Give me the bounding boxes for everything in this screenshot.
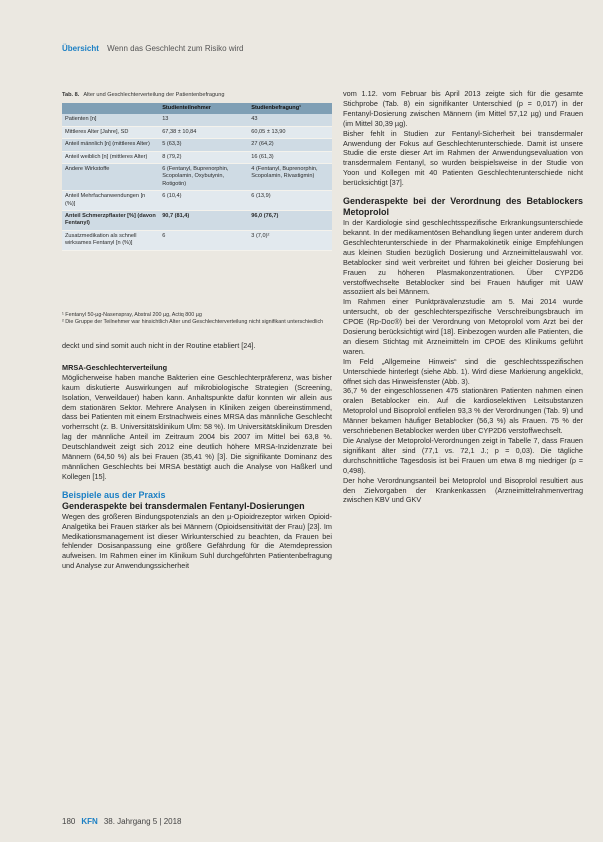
table-cell: 4 (Fentanyl, Buprenorphin, Scopolamin, Rivastigmin) xyxy=(248,164,332,191)
table-caption-label: Tab. 8. xyxy=(62,92,80,98)
table-row xyxy=(62,126,332,138)
running-header xyxy=(62,44,244,53)
paragraph: Möglicherweise haben manche Bakterien eine Geschlechterpräferenz, was bisher kaum diskutierte Auswirkungen auf mikrobiologische Strategien (Screening, Isolation, Verweildauer) haben kann. Anhaltspunkte dafür konnten wir allein aus dem stationären Sektor. Mehrere Analysen in Kliniken zeigen übereinstimmend, dass bei Patienten mit einem Erstnachweis eines MRSA das männliche Geschlecht vorherrscht (z. B. Universitätsklinikum Ulm: 58 %). Im Universitätsklinikum Dresden lag der männliche Anteil im Zeitraum 2004 bis 2007 im Mittel bei 63,8 %. Deutschlandweit zeigt sich 2012 eine deutlich höhere MRSA-Inzidenzrate bei Männern (64,50 %) als bei Frauen (35,41 %) [3]. Die signifikante Dominanz des männlichen Geschlechts bei MRSA bestätigt auch die Analyse von Haßkerl und Kollegen [15]. xyxy=(62,372,332,481)
table-header-cell xyxy=(62,103,159,114)
table-cell: Mittleres Alter [Jahre], SD xyxy=(62,126,159,138)
table-cell: Patienten [n] xyxy=(62,114,159,126)
table-cell: 6 xyxy=(159,230,248,250)
table-cell: Anteil männlich [n] (mittleres Alter) xyxy=(62,139,159,151)
paragraph: Der hohe Verordnungsanteil bei Metoprolol und Bisoprolol resultiert aus den Zielvorgaben der Krankenkassen (Arzneimittelrahmenvertrag zwischen KBV und GKV xyxy=(343,475,583,505)
table-header-cell: Studienbefragung¹ xyxy=(248,103,332,114)
footnote: ² Die Gruppe der Teilnehmer war hinsichtlich Alter und Geschlechterverteilung nicht signifikant unterschiedlich xyxy=(62,319,324,326)
table-row xyxy=(62,164,332,191)
paragraph: vom 1.12. vom Februar bis April 2013 zeigte sich für die gesamte Stichprobe (Tab. 8) ein signifikanter Unterschied (p = 0,017) in der Fentanyl-Dosierung zwischen Männern (im Mittel 57,12 µg) und Frauen (im Mittel 30,39 µg). xyxy=(343,89,583,128)
table-cell: 13 xyxy=(159,114,248,126)
table-row xyxy=(62,211,332,231)
table-cell: 96,0 (76,7) xyxy=(248,211,332,231)
table-cell: 90,7 (81,4) xyxy=(159,211,248,231)
table-caption xyxy=(62,92,332,98)
table-body xyxy=(62,114,332,250)
table-cell: 67,38 ± 10,84 xyxy=(159,126,248,138)
section-heading-praxis: Beispiele aus der Praxis xyxy=(62,489,166,500)
table-cell: 43 xyxy=(248,114,332,126)
table-cell: 6 (10,4) xyxy=(159,191,248,211)
table-row xyxy=(62,114,332,126)
subheading-fentanyl: Genderaspekte bei transdermalen Fentanyl-Dosierungen xyxy=(62,500,305,511)
page-footer xyxy=(62,817,182,826)
table-cell: 8 (79,2) xyxy=(159,151,248,163)
table-cell: Anteil weiblich [n] (mittleres Alter) xyxy=(62,151,159,163)
table-cell: Anteil Mehrfachanwendungen [n (%)] xyxy=(62,191,159,211)
table-cell: 6 (13,9) xyxy=(248,191,332,211)
paragraph: deckt und sind somit auch nicht in der Routine etabliert [24]. xyxy=(62,341,256,350)
left-column xyxy=(62,341,332,571)
paragraph: Im Rahmen einer Punktprävalenzstudie am 5. Mai 2014 wurde untersucht, ob der geschlechterspezifische Verschreibungsbrauch im CPOE (Rp-Doc®) bei der Verordnung von Metoprolol vom Arzt bei der Dosierung berücksichtigt wird [18]. Einbezogen wurden alle Patienten, die an diesem Stichtag mit Arzneimitteln im CPOE des Klinikums geführt waren. xyxy=(343,297,583,356)
table-row xyxy=(62,191,332,211)
right-column xyxy=(343,89,583,505)
paragraph: Wegen des größeren Bindungspotenzials an den µ-Opioidrezeptor wirken Opioid-Analgetika bei Frauen stärker als bei Männern (Opioidsensitivität der Frau) [23]. Im Medikationsmanagement ist dieser Wirkunterschied zu beachten, da Frauen bei fehlender Dosisanpassung eine größere Gefährdung für die Atemdepression aufweisen. Im Rahmen einer im Klinikum Suhl durchgeführten Patientenbefragung und Analyse zur Anwendungssicherheit xyxy=(62,511,332,571)
paragraph: 36,7 % der eingeschlossenen 475 stationären Patienten nahmen einen oralen Betablocker ein. Auf die kardioselektiven Leitsubstanzen Metoprolol und Bisoprolol entfielen 93,3 % der Verordnungen (Tab. 9) und Männer bekamen häufiger Betablocker (56,3 %) als Frauen. 75 % der verschriebenen Betablocker werden über CYP2D6 verstoffwechselt. xyxy=(343,386,583,436)
table-cell: 27 (64,2) xyxy=(248,139,332,151)
journal-issue: 38. Jahrgang 5 | 2018 xyxy=(103,817,182,826)
paragraph: Im Feld „Allgemeine Hinweis“ sind die geschlechtsspezifischen Unterschiede hinterlegt (siehe Abb. 1). Wird diese Markierung angeklickt, öffnet sich das Hinweisfenster (Abb. 3). xyxy=(343,356,583,386)
paragraph: Bisher fehlt in Studien zur Fentanyl-Sicherheit bei transdermaler Anwendung der Fokus auf Geschlechterunterschiede. Damit ist unsere Studie die erste dieser Art im Rahmen der Anwendungsevaluation von transdermalem Fentanyl, so wurden beispielsweise in der Studie von Yoon und Kollegen mit 40 Patienten Geschlechterunterschiede nicht berücksichtigt [37]. xyxy=(343,128,583,188)
journal-name: KFN xyxy=(81,817,98,826)
table-cell: Zusatzmedikation als schnell wirksames Fentanyl [n (%)] xyxy=(62,230,159,250)
header-subtitle: Wenn das Geschlecht zum Risiko wird xyxy=(107,44,244,53)
subheading-betablocker: Genderaspekte bei der Verordnung des Betablockers Metoprolol xyxy=(343,196,583,218)
table-cell: 16 (61,3) xyxy=(248,151,332,163)
data-table xyxy=(62,103,332,251)
table-cell: Anteil Schmerzpflaster [%] (davon Fentanyl) xyxy=(62,211,159,231)
page-number: 180 xyxy=(62,817,76,826)
table-row xyxy=(62,139,332,151)
table-header-row xyxy=(62,103,332,114)
paragraph: Die Analyse der Metoprolol-Verordnungen zeigt in Tabelle 7, dass Frauen signifikant älter sind (77,1 vs. 72,1 J.; p = 0,03). Die tägliche durchschnittliche Tagesdosis ist bei Frauen um etwa 8 mg niedriger (p = 0,498). xyxy=(343,436,583,475)
table-footnotes xyxy=(62,312,332,327)
table-cell: 3 (7,0)² xyxy=(248,230,332,250)
table-header-cell: Studienteilnehmer xyxy=(159,103,248,114)
table-cell: Andere Wirkstoffe xyxy=(62,164,159,191)
table-row xyxy=(62,151,332,163)
paragraph: In der Kardiologie sind geschlechtsspezifische Erkrankungsunterschiede bekannt. In der medikamentösen Behandlung liegen unter anderem durch Geschlechterunterschiede in der Pharmakokinetik einige Empfehlungen aus kleinen Studien bezüglich Dosierung und Arzneimittelauswahl vor. Betablocker sind weit verbreitet und führen bei gleicher Dosierung bei Frauen zu höheren Plasmakonzentrationen. Über CYP2D6 verstoffwechselte Betablocker sind bei Frauen häufiger mit UAW assoziiert als bei Männern. xyxy=(343,218,583,297)
section-heading-mrsa: MRSA-Geschlechterverteilung xyxy=(62,362,168,372)
table-caption-text: Alter und Geschlechterverteilung der Patientenbefragung xyxy=(83,92,225,98)
table-cell: 60,05 ± 13,90 xyxy=(248,126,332,138)
table-cell: 5 (63,3) xyxy=(159,139,248,151)
section-tag: Übersicht xyxy=(62,44,99,53)
table-cell: 6 (Fentanyl, Buprenorphin, Scopolamin, Oxybutynin, Rotigotin) xyxy=(159,164,248,191)
table-row xyxy=(62,230,332,250)
footnote: ¹ Fentanyl 50-µg-Nasenspray, Abstral 200 µg, Actiq 800 µg xyxy=(62,312,202,318)
